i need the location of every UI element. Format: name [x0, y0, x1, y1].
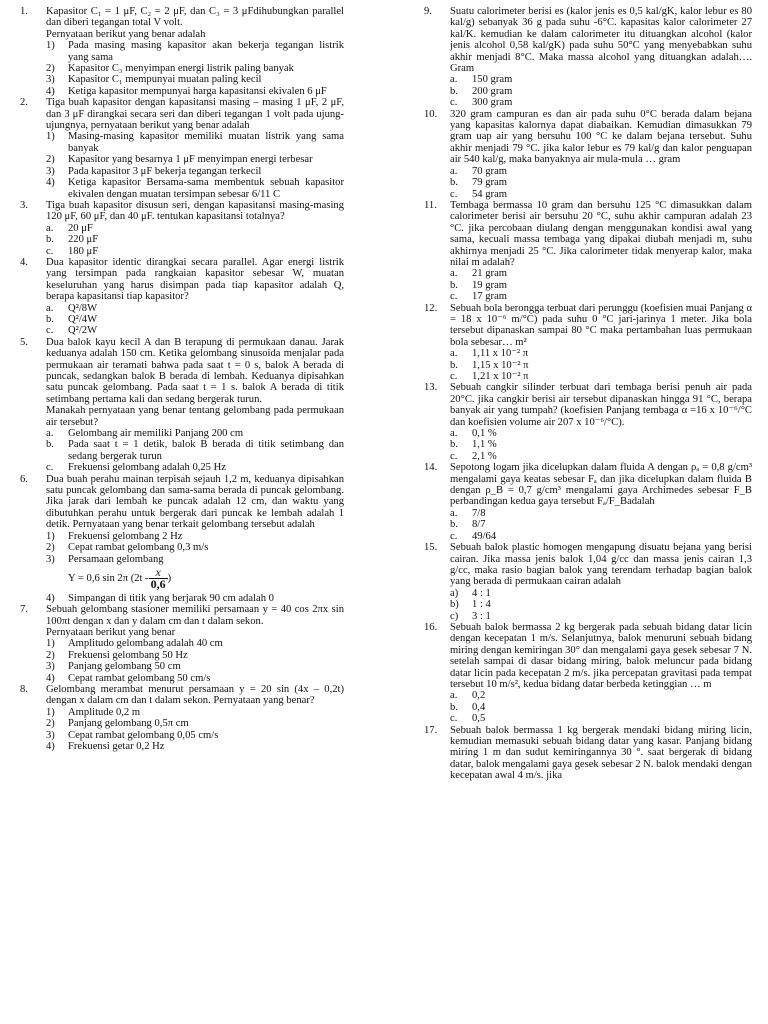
answer-option — [46, 223, 344, 234]
answer-option — [450, 690, 752, 701]
question-stem: Suatu calorimeter berisi es (kalor jenis es 0,5 kal/gK, kalor lebur es 80 kal/g) sebanyak 36 g pada suhu -6°C. kapasitas kalor calorimeter 27 kal/K. kemudian ke dalam calorimeter itu dituangkan alcohol (kalor jenis alcohol 0,58 kal/gK) pada suhu 50°C yang menyebabkan suhu akhir menjadi 8°C. Maka massa alcohol yang dituangkan adalah…. Gram — [450, 6, 752, 75]
option-text: 2,1 % — [472, 450, 497, 462]
option-text: Pada saat t = 1 detik, balok B berada di titik setimbang dan sedang bergerak turun — [68, 439, 344, 462]
question-prompt: Manakah pernyataan yang benar tentang gelombang pada permukaan air tersebut? — [46, 405, 344, 428]
question-item — [14, 6, 344, 97]
option-text: 200 gram — [472, 85, 513, 97]
option-label: 3) — [46, 729, 55, 741]
answer-option — [46, 593, 344, 604]
question-item — [14, 200, 344, 257]
option-label: a. — [46, 222, 54, 234]
question-number: 5. — [20, 336, 28, 348]
answer-option — [46, 730, 344, 741]
option-label: c. — [450, 713, 458, 725]
option-text: Ketiga kapasitor Bersama-sama membentuk sebuah kapasitor ekivalen dengan muatan tersimpan sebesar 6/11 C — [68, 177, 344, 200]
answer-option — [450, 177, 752, 188]
answer-option — [46, 661, 344, 672]
question-stem: Gelombang merambat menurut persamaan y = 20 sin (4x – 0,2t) dengan x dalam cm dan t dalam sekon. Pernyataan yang benar? — [46, 683, 344, 707]
question-item — [418, 725, 752, 782]
answer-option — [450, 166, 752, 177]
answer-option — [450, 508, 752, 519]
option-text: 0,5 — [472, 713, 486, 725]
question-item — [418, 6, 752, 109]
option-text: Pada kapasitor 3 μF bekerja tegangan terkecil — [68, 165, 262, 177]
option-text: Q²/2W — [68, 325, 98, 337]
answer-option — [450, 519, 752, 530]
option-text: 70 gram — [472, 165, 508, 177]
answer-option — [46, 314, 344, 325]
question-stem: Sebuah balok plastic homogen mengapung disuatu bejana yang berisi cairan. Jika massa jenis balok 1,04 g/cc dan massa jenis cairan 1,3 g/cc, maka rasio bagian balok yang terendam terhadap bagian balok yang berada di permukaan cairan adalah — [450, 542, 752, 588]
option-text: Ketiga kapasitor mempunyai harga kapasitansi ekivalen 6 μF — [68, 85, 327, 97]
option-text: 19 gram — [472, 279, 508, 291]
equation-lhs: Y = 0,6 sin 2π (2t - — [68, 573, 149, 585]
answer-option — [450, 428, 752, 439]
option-label: c. — [450, 450, 458, 462]
wave-equation — [46, 564, 344, 592]
option-label: c. — [450, 97, 458, 109]
option-text: 8/7 — [472, 519, 486, 531]
question-stem: Tiga buah kapasitor dengan kapasitansi masing – masing 1 μF, 2 μF, dan 3 μF dirangkai secara seri dan diberi tegangan 1 volt pada ujung-ujungnya, pernyataan berikut yang benar adalah — [46, 97, 344, 132]
option-label: a. — [450, 690, 458, 702]
option-label: c. — [450, 371, 458, 382]
answer-option — [450, 86, 752, 97]
answer-option — [46, 234, 344, 245]
option-label: b. — [450, 519, 458, 531]
option-text: Frekuensi gelombang 50 Hz — [68, 649, 188, 661]
option-label: 2) — [46, 63, 55, 75]
option-label: c. — [46, 325, 54, 337]
option-text: Q²/8W — [68, 302, 98, 314]
question-stem: Dua balok kayu kecil A dan B terapung di permukaan danau. Jarak keduanya adalah 150 cm. Ketika gelombang sinusoida menjalar pada permukaan air teramati bahwa pada saat t = 0 s, balok A berada di puncak, sedangkan balok B berada di lembah. Keduanya dipisahkan satu puncak gelombang. Pada saat t = 1 s. balok A berada di titik setimbang pertama kali dan sedang bergerak turun. — [46, 336, 344, 405]
answer-option — [46, 63, 344, 74]
option-label: b. — [450, 439, 458, 451]
answer-option — [46, 325, 344, 336]
question-number: 12. — [424, 302, 438, 314]
option-label: c. — [46, 245, 54, 257]
answer-option — [46, 718, 344, 729]
question-stem: Sebuah bola berongga terbuat dari perunggu (koefisien muai Panjang α = 18 x 10⁻⁶ m/°C) pada suhu 0 °C jari-jarinya 1 meter. Jika bola tersebut dipanaskan sampai 80 °C maka pertambahan luas permukaan bola sebesar… m² — [450, 302, 752, 348]
question-stem: Kapasitor C₁ = 1 μF, C₂ = 2 μF, dan C₃ = 3 μFdihubungkan parallel dan diberi tegangan total V volt. — [46, 6, 344, 29]
question-stem: Sebuah balok bermassa 1 kg bergerak mendaki bidang miring licin, kemudian memasuki sebuah bidang datar yang kasar. Panjang bidang miring 1 m dan sudut kemiringannya 30 °. saat bergerak di bidang datar, balok mengalami gaya gesek sebesar 2 N. balok mendaki dengan kecepatan awal 4 m/s. jika — [450, 724, 752, 782]
answer-option — [450, 702, 752, 713]
question-number: 14. — [424, 462, 438, 474]
question-number: 3. — [20, 199, 28, 211]
option-label: 3) — [46, 553, 55, 565]
option-label: c. — [450, 188, 458, 200]
question-item — [14, 97, 344, 200]
option-text: 3 : 1 — [472, 610, 491, 622]
question-prompt: Pernyataan berikut yang benar adalah — [46, 28, 206, 40]
question-prompt: Pernyataan berikut yang benar — [46, 626, 176, 638]
option-label: b. — [450, 85, 458, 97]
option-label: a) — [450, 587, 459, 599]
question-number: 13. — [424, 382, 438, 394]
question-item — [418, 462, 752, 542]
option-text: Frekuensi gelombang adalah 0,25 Hz — [68, 462, 226, 474]
option-label: a. — [450, 348, 458, 360]
question-number: 8. — [20, 683, 28, 695]
question-number: 7. — [20, 604, 28, 616]
option-label: 1) — [46, 131, 55, 143]
option-label: b. — [46, 313, 54, 325]
option-text: 1,1 % — [472, 439, 497, 451]
question-item — [14, 474, 344, 604]
option-text: 0,1 % — [472, 428, 497, 440]
option-text: Frekuensi gelombang 2 Hz — [68, 530, 183, 542]
option-label: 4) — [46, 177, 55, 189]
answer-option — [450, 189, 752, 200]
option-label: c. — [46, 462, 54, 474]
answer-option — [450, 74, 752, 85]
option-text: 54 gram — [472, 188, 508, 200]
question-number: 9. — [424, 6, 432, 17]
option-text: Persamaan gelombang — [68, 553, 164, 565]
answer-option — [46, 638, 344, 649]
answer-option — [450, 439, 752, 450]
answer-option — [450, 371, 752, 382]
answer-option — [46, 462, 344, 473]
option-label: 1) — [46, 40, 55, 52]
answer-option — [46, 303, 344, 314]
option-text: Amplitude 0,2 m — [68, 706, 141, 718]
answer-option — [46, 542, 344, 553]
option-text: 150 gram — [472, 74, 513, 86]
question-stem: Sebuah gelombang stasioner memiliki persamaan y = 40 cos 2πx sin 100πt dengan x dan y dalam cm dan t dalam sekon. — [46, 604, 344, 627]
answer-option — [46, 154, 344, 165]
answer-option — [450, 280, 752, 291]
option-label: b. — [450, 279, 458, 291]
answer-option — [46, 74, 344, 85]
answer-option — [46, 439, 344, 462]
option-text: Cepat rambat gelombang 0,05 cm/s — [68, 729, 219, 741]
option-label: 3) — [46, 661, 55, 673]
option-text: 0,4 — [472, 701, 486, 713]
question-number: 17. — [424, 724, 438, 736]
answer-option — [46, 673, 344, 684]
option-label: a. — [450, 74, 458, 86]
answer-option — [46, 707, 344, 718]
equation-rhs: ) — [167, 573, 172, 585]
option-label: 1) — [46, 706, 55, 718]
answer-option — [46, 131, 344, 154]
option-label: 1) — [46, 638, 55, 650]
question-item — [418, 200, 752, 303]
question-number: 1. — [20, 6, 28, 17]
option-label: b. — [450, 359, 458, 371]
answer-option — [46, 531, 344, 542]
option-label: 2) — [46, 154, 55, 166]
question-stem: Sepotong logam jika dicelupkan dalam fluida A dengan ρₐ = 0,8 g/cm³ mengalami gaya keatas sebesar Fₐ dan jika dicelupkan dalam fluida B dengan ρ_B = 0,7 g/cm³ mengalami gaya Archimedes sebesar F_B perbandingan kedua gaya tersebut Fₐ/F_Badalah — [450, 462, 752, 508]
question-item — [418, 382, 752, 462]
option-text: 220 μF — [68, 234, 99, 246]
option-text: Cepat rambat gelombang 0,3 m/s — [68, 542, 209, 554]
option-label: b. — [450, 701, 458, 713]
question-item — [418, 303, 752, 383]
question-stem: Dua kapasitor identic dirangkai secara parallel. Agar energi listrik yang tersimpan pada rangkaian kapasitor sebesar W, muatan keseluruhan yang harus disimpan pada tiap kapasitor adalah Q, berapa kapasitansi tiap kapasitor? — [46, 256, 344, 303]
option-text: Masing-masing kapasitor memiliki muatan listrik yang sama banyak — [68, 131, 344, 154]
question-stem: Tiga buah kapasitor disusun seri, dengan kapasitansi masing-masing 120 μF, 60 μF, dan 40 μF. tentukan kapasitansi totalnya? — [46, 199, 344, 223]
question-item — [418, 109, 752, 200]
option-label: 2) — [46, 718, 55, 730]
option-label: 4) — [46, 672, 55, 684]
answer-option — [450, 611, 752, 622]
question-stem: Dua buah perahu mainan terpisah sejauh 1,2 m, keduanya dipisahkan satu puncak gelombang dan sama-sama berada di puncak gelombang. Jika jarak dari lembah ke puncak adalah 12 cm, dan waktu yang dibutuhkan perahu untuk bergerak dari puncak ke lembah adalah 1 detik. Pernyataan yang benar terkait gelombang tersebut adalah — [46, 473, 344, 531]
option-text: 1,11 x 10⁻² π — [472, 348, 529, 360]
option-text: Cepat rambat gelombang 50 cm/s — [68, 672, 211, 684]
question-stem: Sebuah balok bermassa 2 kg bergerak pada sebuah bidang datar licin dengan kecepatan 1 m/s. Selanjutnya, balok menuruni sebuah bidang miring dengan kemiringan 30° dan mengalami gaya gesek sebesar 7 N. setelah sampai di dasar bidang miring, balok meluncur pada bidang datar licin pada kecepatan 2 m/s. jika percepatan gravitasi pada tempat tersebut 10 m/s², kedua bidang datar berbeda ketinggian … m — [450, 621, 752, 690]
option-label: 1) — [46, 530, 55, 542]
option-text: Kapasitor C₃ menyimpan energi listrik paling banyak — [68, 63, 294, 75]
option-text: Amplitudo gelombang adalah 40 cm — [68, 638, 223, 650]
option-text: 1,15 x 10⁻² π — [472, 359, 529, 371]
option-text: Frekuensi getar 0,2 Hz — [68, 741, 165, 752]
question-number: 16. — [424, 621, 438, 633]
option-label: 3) — [46, 165, 55, 177]
option-text: Pada masing masing kapasitor akan bekerja tegangan listrik yang sama — [68, 40, 344, 63]
option-label: 4) — [46, 741, 55, 752]
option-label: c. — [450, 530, 458, 542]
answer-option — [46, 246, 344, 257]
answer-option — [46, 650, 344, 661]
answer-option — [450, 348, 752, 359]
option-text: 79 gram — [472, 177, 508, 189]
option-label: b. — [46, 439, 54, 451]
answer-option — [450, 360, 752, 371]
option-label: 3) — [46, 74, 55, 86]
question-number: 10. — [424, 108, 438, 120]
option-label: b. — [450, 177, 458, 189]
answer-option — [450, 268, 752, 279]
question-item — [14, 604, 344, 684]
answer-option — [46, 86, 344, 97]
option-text: 180 μF — [68, 245, 99, 257]
question-number: 6. — [20, 473, 28, 485]
question-item — [418, 622, 752, 725]
fraction-denominator: 0,6 — [150, 577, 166, 592]
question-stem: Sebuah cangkir silinder terbuat dari tembaga berisi penuh air pada 20°C. jika cangkir berisi air tersebut dipanaskan hingga 91 °C, berapa banyak air yang tumpah? (koefisien Panjang tembaga α =16 x 10⁻⁶/°C dan koefisien volume air 207 x 10⁻⁶/°C). — [450, 382, 752, 428]
answer-option — [46, 428, 344, 439]
answer-option — [46, 177, 344, 200]
question-stem: Tembaga bermassa 10 gram dan bersuhu 125 °C dimasukkan dalam calorimeter berisi air bersuhu 20 °C, suhu akhir campuran adalah 23 °C. jika percobaan diulang dengan menggunakan kondisi awal yang sama, kecuali massa tembaga yang dipakai diubah menjadi m, suhu akhirnya menjadi 25 °C. Jika calorimeter tidak menyerap kalor, maka nilai m adalah? — [450, 199, 752, 268]
option-label: a. — [450, 165, 458, 177]
option-text: Panjang gelombang 50 cm — [68, 661, 181, 673]
option-label: c. — [450, 291, 458, 303]
answer-option — [450, 97, 752, 108]
option-text: Simpangan di titik yang berjarak 90 cm adalah 0 — [68, 592, 274, 604]
option-label: 4) — [46, 592, 55, 604]
answer-option — [450, 713, 752, 724]
option-label: a. — [450, 428, 458, 440]
answer-option — [46, 166, 344, 177]
option-text: Panjang gelombang 0,5π cm — [68, 718, 189, 730]
left-column — [14, 6, 344, 752]
option-label: a. — [450, 507, 458, 519]
option-label: c) — [450, 610, 459, 622]
option-text: 1,21 x 10⁻² π — [472, 371, 529, 382]
question-item — [418, 542, 752, 622]
right-column — [418, 6, 752, 782]
option-text: 20 μF — [68, 222, 93, 234]
option-text: Kapasitor C₁ mempunyai muatan paling kecil — [68, 74, 262, 86]
option-label: b. — [46, 234, 54, 246]
equation-fraction — [149, 564, 168, 592]
answer-option — [46, 741, 344, 752]
fraction-numerator: x — [149, 567, 168, 579]
question-item — [14, 337, 344, 474]
option-text: 4 : 1 — [472, 587, 491, 599]
answer-option — [450, 451, 752, 462]
option-label: 2) — [46, 542, 55, 554]
answer-option — [46, 554, 344, 565]
question-item — [14, 684, 344, 752]
answer-option — [46, 40, 344, 63]
question-item — [14, 257, 344, 337]
question-number: 2. — [20, 97, 28, 109]
option-text: 7/8 — [472, 507, 486, 519]
option-text: 21 gram — [472, 268, 508, 280]
answer-option — [450, 531, 752, 542]
option-text: 1 : 4 — [472, 599, 491, 611]
question-number: 11. — [424, 199, 437, 211]
question-number: 4. — [20, 256, 28, 268]
option-label: a. — [450, 268, 458, 280]
option-text: Q²/4W — [68, 313, 98, 325]
option-text: 300 gram — [472, 97, 513, 109]
option-label: a. — [46, 428, 54, 440]
option-text: 17 gram — [472, 291, 508, 303]
option-text: Gelombang air memiliki Panjang 200 cm — [68, 428, 244, 440]
answer-option — [450, 599, 752, 610]
answer-option — [450, 291, 752, 302]
option-label: a. — [46, 302, 54, 314]
option-label: 2) — [46, 649, 55, 661]
option-text: 49/64 — [472, 530, 497, 542]
option-label: 4) — [46, 85, 55, 97]
answer-option — [450, 588, 752, 599]
option-text: Kapasitor yang besarnya 1 μF menyimpan energi terbesar — [68, 154, 313, 166]
question-number: 15. — [424, 542, 438, 554]
option-text: 0,2 — [472, 690, 486, 702]
option-label: b) — [450, 599, 459, 611]
question-stem: 320 gram campuran es dan air pada suhu 0°C berada dalam bejana yang kapasitas kalornya dapat diabaikan. Kemudian dimasukkan 79 gram uap air yang bersuhu 100 °C ke dalam bejana tersebut. Suhu akhir menjadi 79 °C. jika kalor lebur es 79 kal/g dan kalor penguapan air 540 kal/g, maka banyaknya air mula-mula … gram — [450, 108, 752, 166]
